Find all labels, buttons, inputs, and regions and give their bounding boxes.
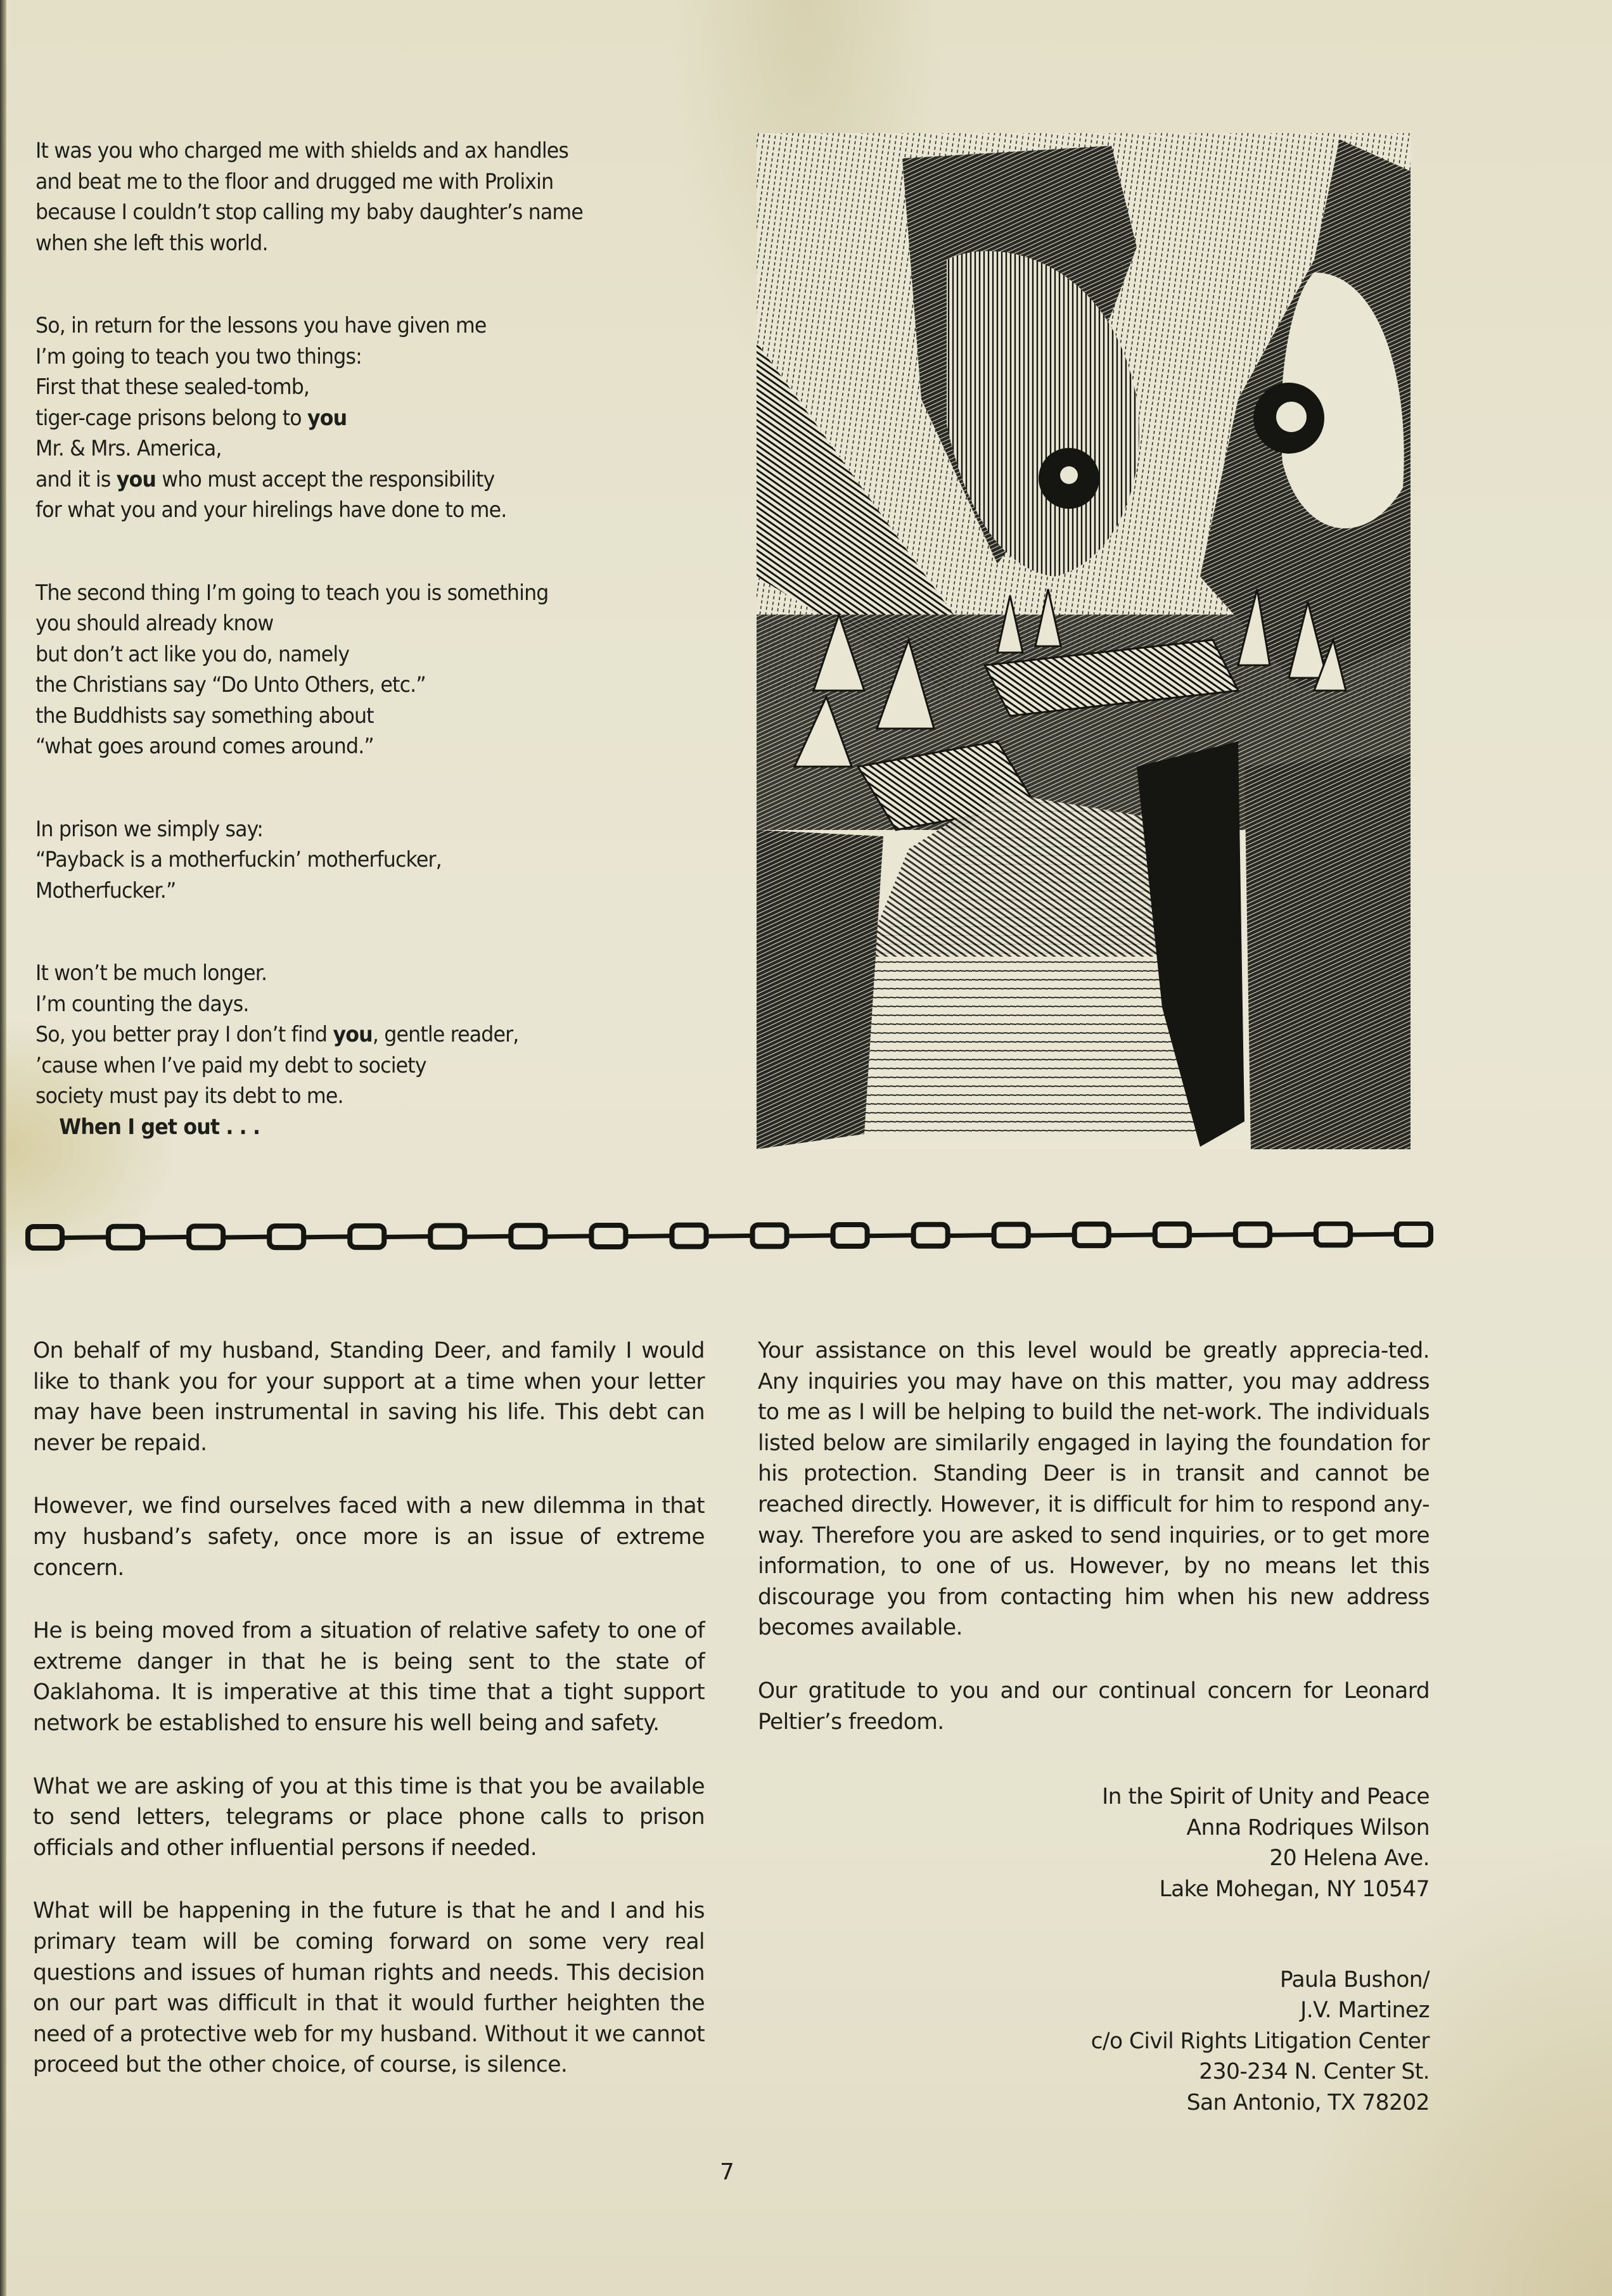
poem-text: and it is bbox=[35, 466, 117, 492]
chain-link bbox=[189, 1226, 223, 1247]
chain-connector bbox=[545, 1236, 591, 1237]
contact-name: Paula Bushon/ bbox=[1279, 1967, 1430, 1993]
poem-line: First that these sealed-tomb, bbox=[35, 374, 310, 400]
signature-city: Lake Mohegan, NY 10547 bbox=[1159, 1876, 1430, 1902]
poem-line: the Christians say “Do Unto Others, etc.” bbox=[35, 672, 426, 698]
poem-emphasis: you bbox=[333, 1022, 373, 1047]
chain-connector bbox=[867, 1235, 914, 1236]
chain-link bbox=[28, 1227, 62, 1248]
chain-link bbox=[108, 1227, 143, 1248]
chain-link bbox=[591, 1225, 625, 1247]
chain-link bbox=[672, 1225, 706, 1247]
letter-paragraph: However, we find ourselves faced with a new dilemma in that my husband’s safety, once more is an issue of extreme concern. bbox=[33, 1493, 705, 1581]
poem-line: I’m counting the days. bbox=[35, 991, 249, 1017]
chain-link bbox=[833, 1225, 867, 1246]
letter-paragraph: What we are asking of you at this time is that you be available to send letters, telegrams or place phone calls to prison officials and other influential persons if needed. bbox=[33, 1773, 705, 1861]
letter-right-column bbox=[758, 1336, 1430, 2118]
poem-line: It was you who charged me with shields and ax handles bbox=[35, 138, 569, 163]
chain-link bbox=[269, 1226, 304, 1247]
poem-line: Motherfucker.” bbox=[35, 877, 176, 903]
poem-line bbox=[35, 1019, 696, 1050]
illustration-left-pupil bbox=[1060, 466, 1078, 484]
signature-name: Anna Rodriques Wilson bbox=[1186, 1814, 1430, 1840]
chain-link bbox=[350, 1226, 384, 1247]
poem-closing-line: When I get out . . . bbox=[59, 1114, 260, 1140]
poem-emphasis: you bbox=[116, 466, 157, 492]
chain-link bbox=[1155, 1224, 1189, 1246]
chain-link bbox=[753, 1225, 787, 1246]
signature-street: 20 Helena Ave. bbox=[1269, 1846, 1430, 1872]
page-binding-edge bbox=[0, 0, 6, 2296]
signature-closing: In the Spirit of Unity and Peace bbox=[1102, 1784, 1430, 1810]
letter-paragraph: On behalf of my husband, Standing Deer, and family I would like to thank you for your support at a time when your letter may have been instrumental in saving his life. This debt can never be repaid. bbox=[33, 1338, 705, 1456]
poem-text: who must accept the responsibility bbox=[156, 466, 495, 492]
contact-street: 230-234 N. Center St. bbox=[1199, 2059, 1430, 2085]
illustration-right-pupil bbox=[1276, 402, 1307, 432]
poem-line bbox=[35, 464, 696, 495]
poem-line: So, in return for the lessons you have given me bbox=[35, 313, 487, 338]
contact-organization: c/o Civil Rights Litigation Center bbox=[1091, 2028, 1430, 2054]
chain-link bbox=[511, 1225, 545, 1247]
poem-line: you should already know bbox=[35, 611, 274, 636]
poem-stanza bbox=[35, 310, 696, 526]
pen-ink-illustration bbox=[757, 133, 1410, 1149]
signature-block bbox=[758, 1782, 1430, 2118]
poem-line: I’m going to teach you two things: bbox=[35, 343, 362, 369]
chain-connector bbox=[787, 1235, 833, 1236]
poem-stanza bbox=[35, 814, 696, 907]
letter-paragraph: Your assistance on this level would be greatly apprecia-ted. Any inquiries you may have on this matter, you may address to me as I will be helping to build the net-work. The individuals listed below are similarily engaged in laying the foundation for his protection. Standing Deer is in transit and cannot be reached directly. However, it is difficult for him to respond any-way. Therefore you are asked to send inquiries, or to get more information, to one of us. However, by no means let this discourage you from contacting him when his new address becomes available. bbox=[758, 1338, 1430, 1641]
chain-connector bbox=[625, 1236, 672, 1237]
poem-line: and beat me to the floor and drugged me with Prolixin bbox=[35, 169, 554, 195]
chain-connector bbox=[464, 1236, 511, 1237]
contact-name: J.V. Martinez bbox=[1300, 1998, 1430, 2024]
poem-line: In prison we simply say: bbox=[35, 816, 264, 842]
chain-connector bbox=[706, 1235, 752, 1236]
poem-stanza bbox=[35, 136, 696, 258]
poem-line: because I couldn’t stop calling my baby daughter’s name bbox=[35, 200, 583, 225]
contact-city: San Antonio, TX 78202 bbox=[1186, 2089, 1430, 2115]
chain-link bbox=[1397, 1223, 1431, 1245]
poem-stanza bbox=[35, 578, 696, 762]
chain-link bbox=[994, 1224, 1028, 1246]
letter-paragraph: He is being moved from a situation of relative safety to one of extreme danger in that he is being sent to the state of Oaklahoma. It is imperative at this time that a tight support network be established to ensure his well being and safety. bbox=[33, 1618, 705, 1736]
letter-paragraph: What will be happening in the future is that he and I and his primary team will be coming forward on some very real questions and issues of human rights and needs. This decision on our part was difficult in that it would further heighten the need of a protective web for my husband. Without it we cannot proceed but the other choice, of course, is silence. bbox=[33, 1898, 705, 2078]
poem-line: “Payback is a motherfuckin’ motherfucker, bbox=[35, 847, 442, 872]
illustration-right-foliage bbox=[1244, 754, 1410, 1149]
page-number: 7 bbox=[720, 2159, 734, 2185]
poem-line: society must pay its debt to me. bbox=[35, 1083, 343, 1109]
poem-text: tiger-cage prisons belong to bbox=[35, 405, 308, 431]
poem-emphasis: you bbox=[307, 405, 347, 431]
poem-line: ’cause when I’ve paid my debt to society bbox=[35, 1052, 426, 1078]
chain-connector bbox=[62, 1237, 108, 1238]
chain-connector bbox=[1350, 1234, 1397, 1235]
illustration-left-foliage bbox=[757, 830, 883, 1149]
chain-divider-icon bbox=[25, 1221, 1433, 1253]
poem-line: the Buddhists say something about bbox=[35, 703, 374, 729]
poem-text: , gentle reader, bbox=[372, 1022, 519, 1047]
poem-line: It won’t be much longer. bbox=[35, 960, 267, 986]
letter-paragraph: Our gratitude to you and our continual concern for Leonard Peltier’s freedom. bbox=[758, 1678, 1430, 1735]
chain-connector bbox=[1270, 1234, 1316, 1235]
chain-link bbox=[914, 1225, 948, 1246]
poem-line: “what goes around comes around.” bbox=[35, 734, 374, 759]
chain-link bbox=[430, 1226, 464, 1247]
poem bbox=[35, 136, 696, 1194]
letter-left-column bbox=[33, 1336, 705, 2113]
poem-line: Mr. & Mrs. America, bbox=[35, 436, 222, 461]
chain-link bbox=[1075, 1224, 1109, 1246]
poem-line: The second thing I’m going to teach you is something bbox=[35, 580, 549, 606]
chain-link bbox=[1236, 1224, 1270, 1246]
poem-line bbox=[35, 403, 696, 434]
poem-line: when she left this world. bbox=[35, 230, 268, 256]
poem-line: for what you and your hirelings have done to me. bbox=[35, 497, 507, 523]
poem-line: but don’t act like you do, namely bbox=[35, 641, 350, 667]
poem-text: So, you better pray I don’t find bbox=[35, 1022, 333, 1047]
poem-stanza bbox=[35, 958, 696, 1142]
chain-link bbox=[1316, 1223, 1350, 1245]
